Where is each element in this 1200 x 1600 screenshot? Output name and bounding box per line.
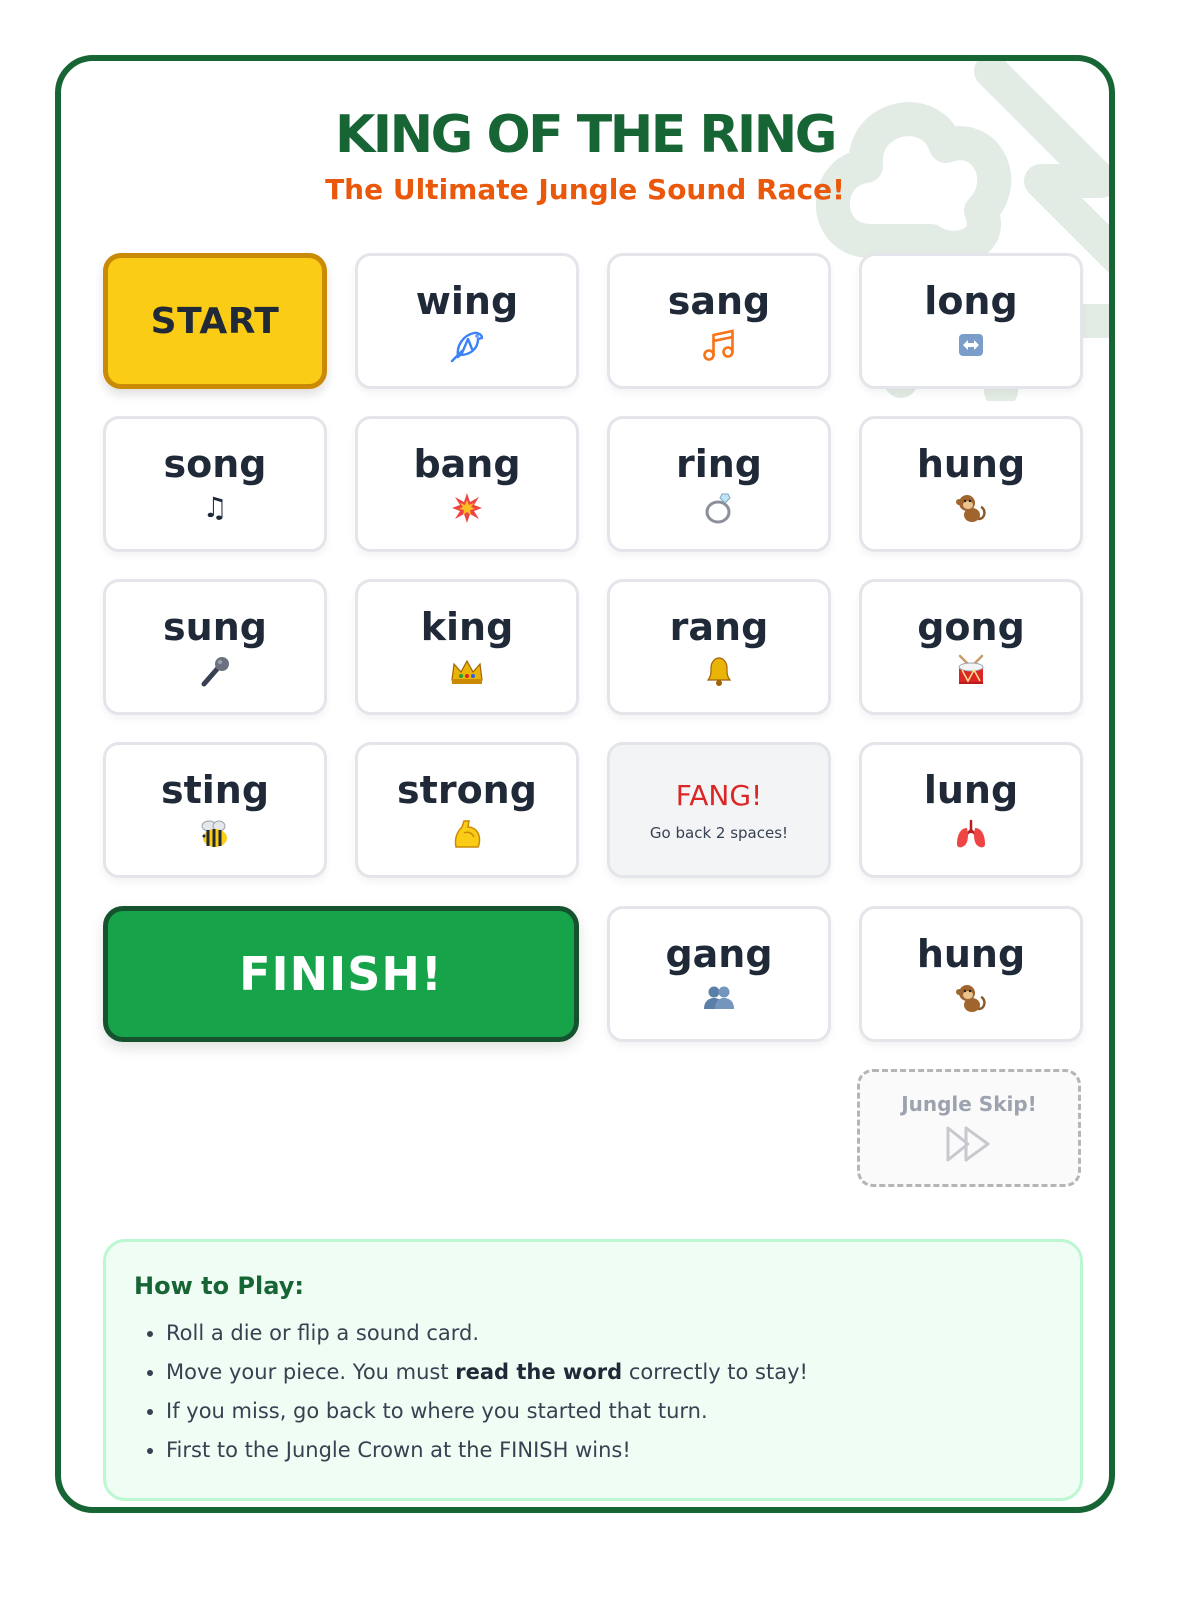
skip-label: Jungle Skip!	[901, 1092, 1037, 1116]
rules-list	[134, 1314, 1052, 1470]
rule-text: Move your piece. You must	[166, 1360, 456, 1384]
space-bang[interactable]	[355, 416, 579, 552]
jungle-skip-space[interactable]	[857, 1069, 1081, 1187]
space-sting[interactable]	[103, 742, 327, 878]
hazard-title: FANG!	[675, 778, 763, 812]
space-word: strong	[397, 768, 537, 812]
bee-icon	[195, 816, 235, 852]
rule-text: correctly to stay!	[622, 1360, 808, 1384]
space-word: sung	[163, 605, 267, 649]
space-hung[interactable]	[859, 906, 1083, 1042]
collision-icon	[447, 490, 487, 526]
space-gong[interactable]	[859, 579, 1083, 715]
drum-icon	[951, 653, 991, 689]
space-word: lung	[923, 768, 1019, 812]
crown-icon	[447, 653, 487, 689]
music-note-icon: ♫	[202, 491, 228, 524]
lungs-icon	[951, 816, 991, 852]
space-word: long	[924, 279, 1018, 323]
game-board	[55, 55, 1115, 1513]
game-title: KING OF THE RING	[335, 105, 835, 165]
flexed-biceps-icon	[447, 816, 487, 852]
start-label: START	[150, 300, 280, 342]
space-word: gang	[665, 932, 773, 976]
space-word: hung	[916, 932, 1026, 976]
music-notes-icon	[699, 327, 739, 363]
how-to-play-panel	[103, 1239, 1083, 1501]
microphone-icon	[195, 653, 235, 689]
finish-label: FINISH!	[239, 947, 443, 1001]
space-sung[interactable]	[103, 579, 327, 715]
space-sang[interactable]	[607, 253, 831, 389]
space-word: gong	[917, 605, 1025, 649]
monkey-icon	[951, 980, 991, 1016]
monkey-icon	[951, 490, 991, 526]
space-lung[interactable]	[859, 742, 1083, 878]
space-word: sang	[667, 279, 771, 323]
rule-item: • First to the Jungle Crown at the FINISH wins!	[166, 1431, 1052, 1470]
space-word: rang	[669, 605, 769, 649]
game-subtitle: The Ultimate Jungle Sound Race!	[325, 173, 845, 206]
space-song[interactable]	[103, 416, 327, 552]
start-space[interactable]	[103, 253, 327, 389]
hazard-instruction: Go back 2 spaces!	[649, 823, 789, 842]
people-icon	[699, 980, 739, 1016]
space-word: ring	[675, 442, 763, 486]
ring-icon	[699, 490, 739, 526]
left-right-arrow-icon	[951, 327, 991, 363]
space-hung[interactable]	[859, 416, 1083, 552]
rule-item: • Roll a die or flip a sound card.	[166, 1314, 1052, 1353]
space-word: song	[163, 442, 267, 486]
space-strong[interactable]	[355, 742, 579, 878]
space-ring[interactable]	[607, 416, 831, 552]
space-word: king	[420, 605, 514, 649]
space-gang[interactable]	[607, 906, 831, 1042]
space-long[interactable]	[859, 253, 1083, 389]
space-word: hung	[916, 442, 1026, 486]
fast-forward-icon	[944, 1124, 994, 1164]
space-word: bang	[413, 442, 521, 486]
finish-space[interactable]	[103, 906, 579, 1042]
space-word: sting	[160, 768, 270, 812]
space-king[interactable]	[355, 579, 579, 715]
rule-item	[166, 1353, 1052, 1392]
bell-icon	[699, 653, 739, 689]
rule-emphasis: read the word	[455, 1360, 623, 1384]
how-to-play-title: How to Play:	[134, 1272, 304, 1300]
rule-item: • If you miss, go back to where you started that turn.	[166, 1392, 1052, 1431]
space-wing[interactable]	[355, 253, 579, 389]
bird-icon	[447, 327, 487, 363]
space-rang[interactable]	[607, 579, 831, 715]
space-word: wing	[415, 279, 519, 323]
fang-hazard-space[interactable]	[607, 742, 831, 878]
